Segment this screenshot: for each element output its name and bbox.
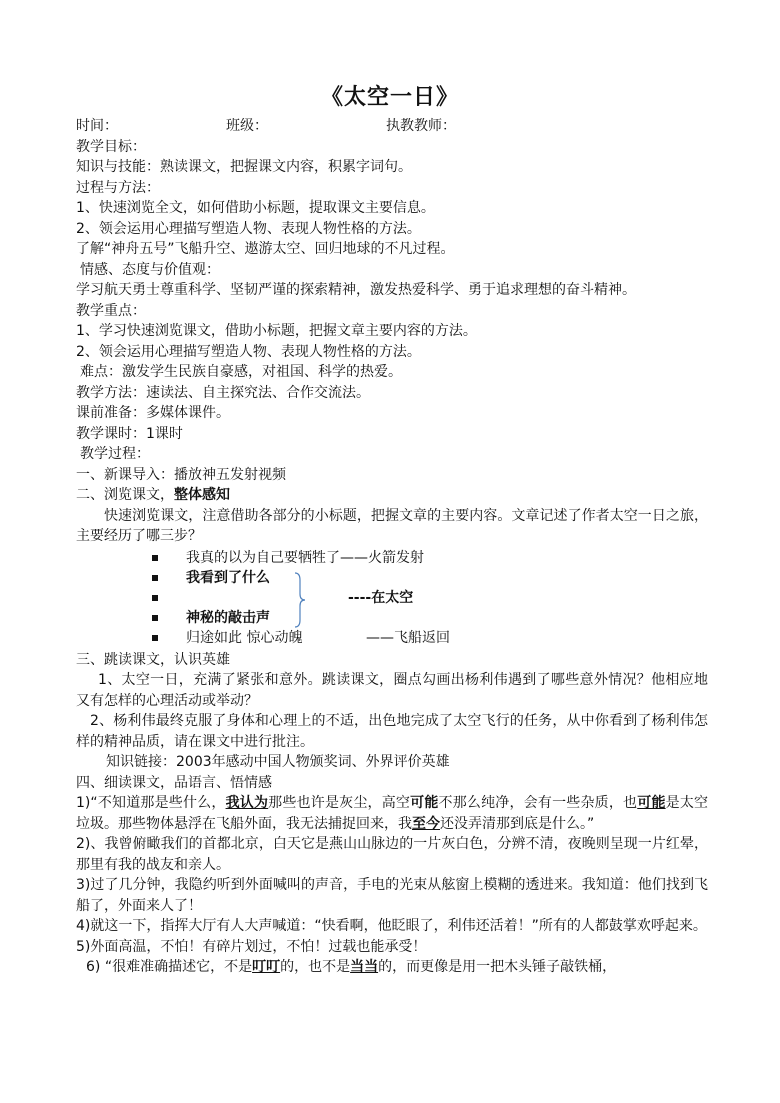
text-line: 教学方法：速读法、自主探究法、合作交流法。: [76, 384, 370, 401]
text-line: 2、领会运用心理描写塑造人物、表现人物性格的方法。: [76, 220, 421, 237]
bold-span: 可能: [410, 795, 439, 811]
emphasis-span: 可能: [637, 795, 666, 811]
section-2-heading: [76, 485, 708, 506]
quote-5: 5)外面高温，不怕！有碎片划过，不怕！过载也能承受！: [76, 938, 427, 955]
quote-3: 3)过了几分钟，我隐约听到外面喊叫的声音，手电的光束从舷窗上模糊的透进来。我知道：他们找到飞船了，外面来人了！: [76, 877, 708, 914]
text-line: 一、新课导入：播放神五发射视频: [76, 466, 286, 483]
list-item-text: 我真的以为自己要牺牲了——火箭发射: [186, 549, 424, 566]
quote-2: 2)、我曾俯瞰我们的首都北京，白天它是燕山山脉边的一片灰白色，分辨不清，夜晚则呈现一片红晕，那里有我的战友和亲人。: [76, 836, 708, 873]
text-span: 不那么纯净，会有一些杂质，也: [438, 795, 638, 811]
text-line: 了解“神舟五号”飞船升空、遨游太空、回归地球的不凡过程。: [76, 241, 455, 257]
text-line: 教学目标：: [76, 138, 146, 155]
quote-6: [76, 957, 708, 978]
bullet-list: [76, 548, 708, 650]
emphasis-span: 叮叮: [252, 959, 281, 975]
bullet-icon: [152, 555, 158, 561]
bullet-icon: [152, 595, 158, 601]
bold-span: 整体感知: [174, 487, 230, 503]
text-line: 教学重点：: [76, 302, 146, 319]
text-line: 教学过程：: [80, 446, 150, 462]
text-line: 1、快速浏览全文，如何借助小标题，提取课文主要信息。: [76, 200, 435, 216]
bullet-icon: [152, 635, 158, 641]
text-line: 学习航天勇士尊重科学、坚韧严谨的探索精神，激发热爱科学、勇于追求理想的奋斗精神。: [76, 282, 636, 298]
text-span: 那些也许是灰尘，高空: [268, 795, 411, 811]
text-line: 知识与技能：熟读课文，把握课文内容，积累字词句。: [76, 159, 412, 175]
list-item-text: 归途如此 惊心动魄: [186, 629, 303, 646]
bullet-icon: [152, 615, 158, 621]
text-span: 6) “很难准确描述它，不是: [86, 959, 253, 975]
text-line: 情感、态度与价值观：: [80, 261, 220, 278]
emphasis-span: 我认为: [225, 795, 269, 811]
text-line: 2、领会运用心理描写塑造人物、表现人物性格的方法。: [76, 343, 421, 360]
paragraph: 2、杨利伟最终克服了身体和心理上的不适，出色地完成了太空飞行的任务，从中你看到了杨利伟怎样的精神品质，请在课文中进行批注。: [76, 713, 708, 750]
paragraph: 1、太空一日，充满了紧张和意外。跳读课文，圈点勾画出杨利伟遇到了哪些意外情况？他相应地又有怎样的心理活动或举动？: [76, 672, 708, 709]
text-span: 还没弄清那到底是什么。”: [440, 815, 595, 832]
bullet-tail: ——飞船返回: [366, 629, 450, 646]
document-title: 《太空一日》: [320, 85, 459, 110]
text-span: 是太空垃圾。那些物体悬浮在飞船外面，我无法捕捉回来，我: [76, 795, 709, 832]
teacher-label: 执教教师：: [386, 118, 456, 134]
text-line: 课前准备：多媒体课件。: [76, 405, 230, 421]
emphasis-span: 至今: [412, 815, 440, 832]
quote-1: [76, 793, 708, 834]
right-brace-icon: [294, 572, 306, 628]
text-line: 难点：激发学生民族自豪感，对祖国、科学的热爱。: [80, 364, 402, 380]
list-item-text: 神秘的敲击声: [186, 609, 270, 626]
class-label: 班级：: [226, 118, 268, 134]
paragraph: 快速浏览课文，注意借助各部分的小标题，把握文章的主要内容。文章记述了作者太空一日之旅，主要经历了哪三步？: [76, 507, 708, 544]
section-4-heading: 四、细读课文，品语言、悟情感: [76, 774, 272, 791]
header-row: [76, 116, 708, 137]
text-span: 1)“不知道那是些什么，: [76, 795, 226, 811]
text-span: 的，而更像是用一把木头锤子敲铁桶，: [378, 959, 617, 975]
text-span: 二、浏览课文，: [76, 487, 174, 503]
list-item-text: 我看到了什么: [186, 569, 270, 586]
emphasis-span: 当当: [350, 959, 379, 975]
brace-note: ----在太空: [348, 589, 414, 606]
bullet-icon: [152, 575, 158, 581]
document-body: [76, 116, 708, 978]
quote-4: 4)就这一下，指挥大厅有人大声喊道：“快看啊，他眨眼了，利伟还活着！”所有的人都鼓掌欢呼起来。: [76, 918, 707, 934]
text-line: 知识链接：2003年感动中国人物颁奖词、外界评价英雄: [106, 754, 450, 770]
section-3-heading: 三、跳读课文，认识英雄: [76, 651, 230, 668]
text-line: 教学课时：1课时: [76, 425, 183, 442]
text-span: 的，也不是: [280, 959, 351, 975]
time-label: 时间：: [76, 118, 118, 134]
text-line: 1、学习快速浏览课文，借助小标题，把握文章主要内容的方法。: [76, 323, 477, 339]
text-line: 过程与方法：: [76, 179, 160, 196]
